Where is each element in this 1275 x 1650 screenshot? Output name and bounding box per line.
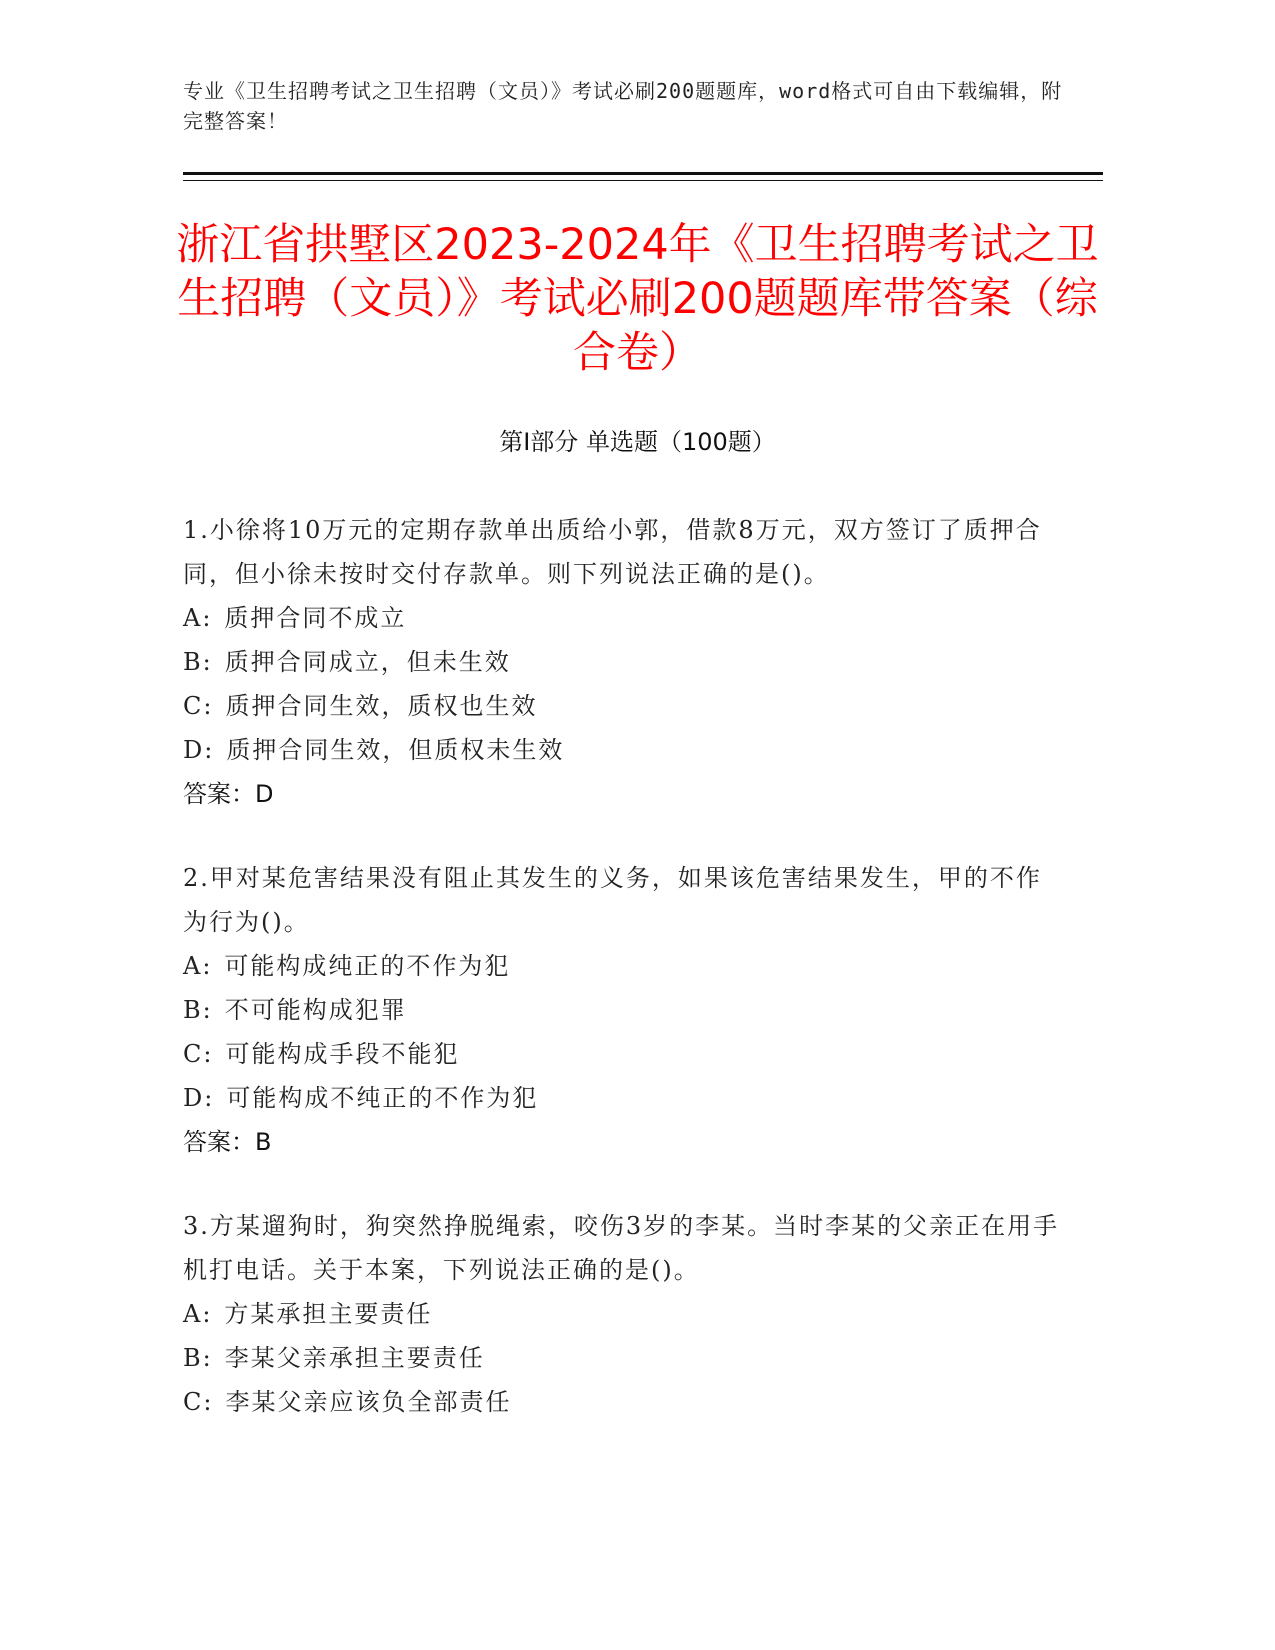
option-text: 李某父亲应该负全部责任 [225, 1388, 512, 1416]
option-a [183, 944, 1063, 988]
header-divider-thin [183, 180, 1103, 181]
answer-line: 答案：D [183, 780, 274, 808]
option-text: 质押合同生效，质权也生效 [225, 692, 538, 720]
option-key: C: [183, 692, 214, 720]
section-heading: 第I部分 单选题（100题） [499, 428, 776, 456]
option-key: B: [183, 996, 213, 1024]
question-3 [183, 1204, 1063, 1424]
option-b [183, 1336, 1063, 1380]
document-title: 浙江省拱墅区2023-2024年《卫生招聘考试之卫生招聘（文员）》考试必刷200题题库带答案（综合卷） [176, 220, 1099, 378]
option-key: A: [183, 604, 213, 632]
option-key: A: [183, 1300, 213, 1328]
option-text: 可能构成手段不能犯 [225, 1040, 460, 1068]
question-2 [183, 856, 1063, 1164]
option-b [183, 640, 1063, 684]
option-b [183, 988, 1063, 1032]
question-stem: 2.甲对某危害结果没有阻止其发生的义务，如果该危害结果发生，甲的不作为行为()。 [183, 864, 1042, 936]
option-text: 方某承担主要责任 [224, 1300, 433, 1328]
option-c [183, 684, 1063, 728]
option-a [183, 1292, 1063, 1336]
option-key: D: [183, 1084, 215, 1112]
question-list [183, 508, 1063, 1464]
option-key: B: [183, 1344, 213, 1372]
option-key: D: [183, 736, 215, 764]
option-text: 可能构成纯正的不作为犯 [224, 952, 511, 980]
option-a [183, 596, 1063, 640]
option-text: 不可能构成犯罪 [224, 996, 407, 1024]
answer-line: 答案：B [183, 1128, 272, 1156]
option-key: C: [183, 1388, 214, 1416]
option-text: 李某父亲承担主要责任 [224, 1344, 485, 1372]
option-c [183, 1032, 1063, 1076]
option-d [183, 1076, 1063, 1120]
option-d [183, 728, 1063, 772]
question-stem: 3.方某遛狗时，狗突然挣脱绳索，咬伤3岁的李某。当时李某的父亲正在用手机打电话。关于本案，下列说法正确的是()。 [183, 1212, 1060, 1284]
option-text: 质押合同生效，但质权未生效 [226, 736, 565, 764]
header-divider-thick [183, 172, 1103, 175]
option-key: B: [183, 648, 213, 676]
header-note: 专业《卫生招聘考试之卫生招聘（文员）》考试必刷200题题库，word格式可自由下载编辑，附完整答案！ [183, 79, 1063, 133]
option-text: 质押合同成立，但未生效 [224, 648, 511, 676]
option-key: A: [183, 952, 213, 980]
option-c [183, 1380, 1063, 1424]
option-text: 可能构成不纯正的不作为犯 [226, 1084, 539, 1112]
question-stem: 1.小徐将10万元的定期存款单出质给小郭，借款8万元，双方签订了质押合同，但小徐未按时交付存款单。则下列说法正确的是()。 [183, 516, 1042, 588]
option-key: C: [183, 1040, 214, 1068]
question-1 [183, 508, 1063, 816]
option-text: 质押合同不成立 [224, 604, 407, 632]
